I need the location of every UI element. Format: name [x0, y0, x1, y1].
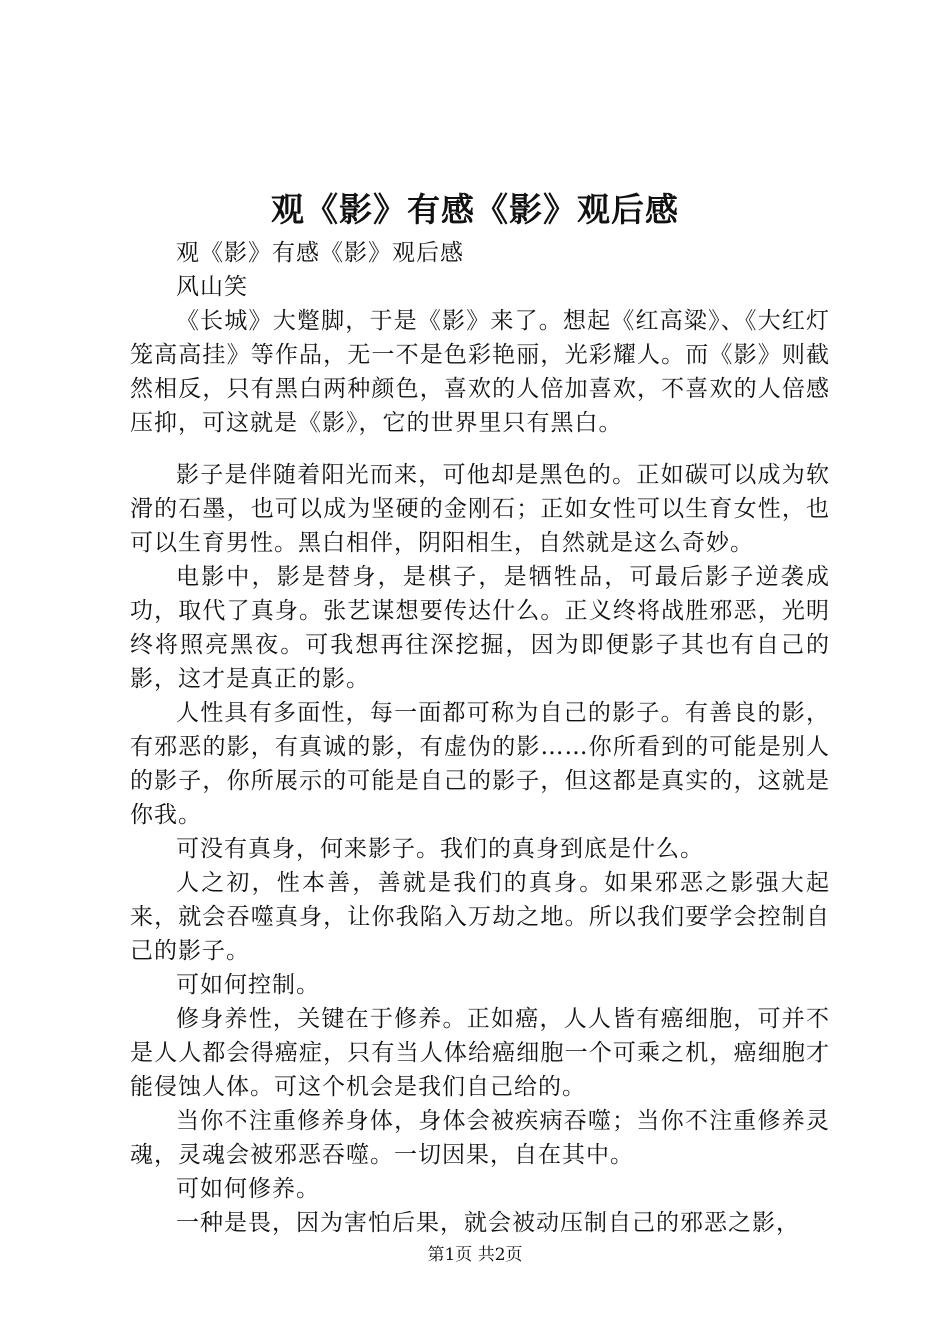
document-title: 观《影》有感《影》观后感	[271, 190, 679, 229]
body-paragraph: 人性具有多面性，每一面都可称为自己的影子。有善良的影，有邪恶的影，有真诚的影，有虚伪的影……你所看到的可能是别人的影子，你所展示的可能是自己的影子，但这都是真实的，这就是你我。	[130, 700, 830, 828]
body-paragraph: 可没有真身，何来影子。我们的真身到底是什么。	[176, 836, 704, 862]
body-paragraph: 《长城》大蹩脚，于是《影》来了。想起《红高粱》、《大红灯笼高高挂》等作品，无一不是色彩艳丽，光彩耀人。而《影》则截然相反，只有黑白两种颜色，喜欢的人倍加喜欢，不喜欢的人倍感压抑，可这就是《影》，它的世界里只有黑白。	[130, 308, 830, 436]
body-paragraph: 可如何修养。	[176, 1176, 320, 1202]
subtitle-paragraph: 观《影》有感《影》观后感	[176, 240, 464, 266]
body-paragraph: 当你不注重修养身体，身体会被疾病吞噬；当你不注重修养灵魂，灵魂会被邪恶吞噬。一切因果，自在其中。	[130, 1108, 830, 1168]
body-paragraph: 电影中，影是替身，是棋子，是牺牲品，可最后影子逆袭成功，取代了真身。张艺谋想要传达什么。正义终将战胜邪恶，光明终将照亮黑夜。可我想再往深挖掘，因为即便影子其也有自己的影，这才是真正的影。	[130, 564, 830, 692]
document-body	[130, 236, 830, 1240]
page-footer: 第1页 共2页	[427, 1245, 523, 1265]
body-paragraph: 可如何控制。	[176, 972, 320, 998]
body-paragraph: 修身养性，关键在于修养。正如癌，人人皆有癌细胞，可并不是人人都会得癌症，只有当人体给癌细胞一个可乘之机，癌细胞才能侵蚀人体。可这个机会是我们自己给的。	[130, 1006, 830, 1100]
body-paragraph: 人之初，性本善，善就是我们的真身。如果邪恶之影强大起来，就会吞噬真身，让你我陷入万劫之地。所以我们要学会控制自己的影子。	[130, 870, 830, 964]
author-paragraph: 风山笑	[176, 274, 248, 300]
body-paragraph: 影子是伴随着阳光而来，可他却是黑色的。正如碳可以成为软滑的石墨，也可以成为坚硬的金刚石；正如女性可以生育女性，也可以生育男性。黑白相伴，阴阳相生，自然就是这么奇妙。	[130, 462, 830, 556]
body-paragraph: 一种是畏，因为害怕后果，就会被动压制自己的邪恶之影，	[176, 1210, 800, 1236]
